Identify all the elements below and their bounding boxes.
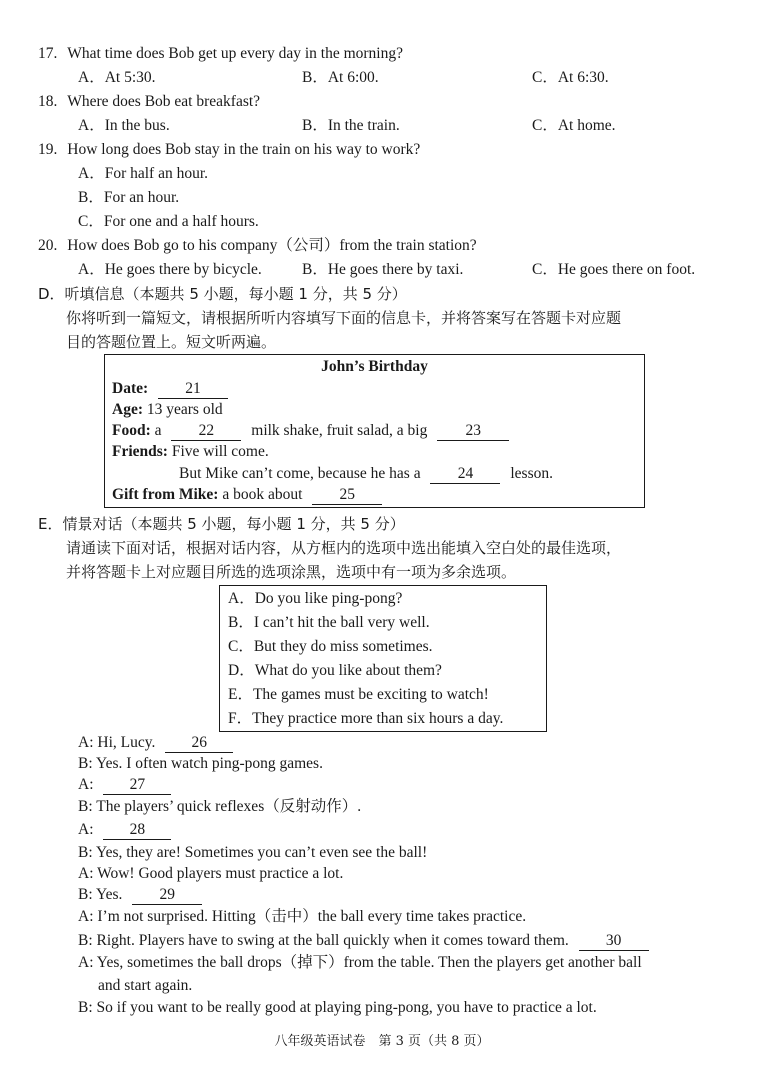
dialogue-line: and start again. bbox=[98, 977, 193, 994]
info-card-title: John’s Birthday bbox=[321, 358, 428, 375]
dialogue-line: B: Yes. I often watch ping-pong games. bbox=[78, 755, 323, 772]
gift-value: a book about bbox=[222, 486, 303, 503]
section-e-instruction: 请通读下面对话，根据对话内容，从方框内的选项中选出能填入空白处的最佳选项， bbox=[66, 539, 622, 557]
option-19c: C．For one and a half hours. bbox=[78, 213, 259, 230]
page-footer: 八年级英语试卷 第 3 页（共 8 页） bbox=[274, 1034, 490, 1049]
dialogue-text: A: Hi, Lucy. bbox=[78, 734, 156, 751]
gift-label: Gift from Mike: bbox=[112, 486, 219, 503]
question-number: 17. bbox=[38, 45, 58, 62]
section-e-instruction-cont: 并将答题卡上对应题目所选的选项涂黑，选项中有一项为多余选项。 bbox=[66, 563, 517, 581]
question-number: 19. bbox=[38, 141, 58, 158]
info-food-row bbox=[112, 421, 509, 441]
food-label: Food: bbox=[112, 422, 151, 439]
dialogue-line: A: Wow! Good players must practice a lot. bbox=[78, 865, 344, 882]
food-article: a bbox=[154, 422, 162, 439]
option-18c: C．At home. bbox=[532, 117, 616, 134]
question-20 bbox=[38, 236, 477, 256]
answer-blank-30[interactable]: 30 bbox=[579, 932, 649, 951]
dialogue-text: B: Right. Players have to swing at the ball quickly when it comes toward them. bbox=[78, 932, 569, 949]
option-f: F．They practice more than six hours a day. bbox=[228, 710, 504, 727]
dialogue-line: B: The players’ quick reflexes（反射动作）. bbox=[78, 798, 362, 815]
question-18 bbox=[38, 92, 260, 112]
info-age-row bbox=[112, 400, 223, 420]
answer-blank-22[interactable]: 22 bbox=[171, 422, 241, 441]
friends-label: Friends: bbox=[112, 443, 168, 460]
option-c: C．But they do miss sometimes. bbox=[228, 638, 433, 655]
age-value: 13 years old bbox=[146, 401, 223, 418]
option-18a: A．In the bus. bbox=[78, 117, 170, 134]
age-label: Age: bbox=[112, 401, 143, 418]
dialogue-line: B: So if you want to be really good at playing ping-pong, you have to practice a lot. bbox=[78, 999, 597, 1016]
info-card bbox=[104, 354, 645, 508]
dialogue-line bbox=[78, 820, 171, 840]
question-text: How does Bob go to his company（公司）from the train station? bbox=[67, 237, 477, 254]
answer-blank-25[interactable]: 25 bbox=[312, 486, 382, 505]
info-date-row bbox=[112, 379, 228, 399]
option-e: E．The games must be exciting to watch! bbox=[228, 686, 489, 703]
question-text: Where does Bob eat breakfast? bbox=[67, 93, 261, 110]
option-20b: B．He goes there by taxi. bbox=[302, 261, 464, 278]
option-b: B．I can’t hit the ball very well. bbox=[228, 614, 430, 631]
dialogue-line bbox=[78, 931, 649, 951]
answer-blank-27[interactable]: 27 bbox=[103, 776, 171, 795]
question-19 bbox=[38, 140, 420, 160]
answer-blank-21[interactable]: 21 bbox=[158, 380, 228, 399]
section-d-instruction-cont: 目的答题位置上。短文听两遍。 bbox=[66, 333, 277, 351]
option-17b: B．At 6:00. bbox=[302, 69, 379, 86]
mike-text: But Mike can’t come, because he has a bbox=[179, 465, 421, 482]
date-label: Date: bbox=[112, 380, 149, 397]
food-items: milk shake, fruit salad, a big bbox=[251, 422, 428, 439]
question-number: 20. bbox=[38, 237, 58, 254]
answer-blank-29[interactable]: 29 bbox=[132, 886, 202, 905]
option-20c: C．He goes there on foot. bbox=[532, 261, 696, 278]
options-box bbox=[219, 585, 547, 732]
option-19a: A．For half an hour. bbox=[78, 165, 209, 182]
dialogue-line: A: Yes, sometimes the ball drops（掉下）from the table. Then the players get another ball bbox=[78, 954, 642, 971]
option-19b: B．For an hour. bbox=[78, 189, 180, 206]
dialogue-text: A: bbox=[78, 821, 94, 838]
dialogue-text: A: bbox=[78, 776, 94, 793]
mike-text-end: lesson. bbox=[510, 465, 553, 482]
dialogue-line bbox=[78, 885, 202, 905]
answer-blank-24[interactable]: 24 bbox=[430, 465, 500, 484]
option-a: A．Do you like ping-pong? bbox=[228, 590, 403, 607]
answer-blank-26[interactable]: 26 bbox=[165, 734, 233, 753]
answer-blank-28[interactable]: 28 bbox=[103, 821, 171, 840]
info-gift-row bbox=[112, 485, 382, 505]
option-d: D．What do you like about them? bbox=[228, 662, 442, 679]
question-text: What time does Bob get up every day in the morning? bbox=[67, 45, 403, 62]
answer-blank-23[interactable]: 23 bbox=[437, 422, 509, 441]
option-17a: A．At 5:30. bbox=[78, 69, 156, 86]
option-20a: A．He goes there by bicycle. bbox=[78, 261, 262, 278]
section-e-heading: E．情景对话（本题共 5 小题，每小题 1 分，共 5 分） bbox=[38, 515, 405, 533]
friends-value: Five will come. bbox=[171, 443, 269, 460]
question-17 bbox=[38, 44, 403, 64]
info-friends-row bbox=[112, 442, 269, 462]
question-number: 18. bbox=[38, 93, 58, 110]
dialogue-line bbox=[78, 775, 171, 795]
option-17c: C．At 6:30. bbox=[532, 69, 609, 86]
dialogue-text: B: Yes. bbox=[78, 886, 123, 903]
section-d-heading: D．听填信息（本题共 5 小题，每小题 1 分，共 5 分） bbox=[38, 285, 407, 303]
info-mike-row bbox=[179, 464, 553, 484]
option-18b: B．In the train. bbox=[302, 117, 400, 134]
dialogue-line: A: I’m not surprised. Hitting（击中）the ball every time takes practice. bbox=[78, 908, 527, 925]
dialogue-line bbox=[78, 733, 233, 753]
section-d-instruction: 你将听到一篇短文，请根据所听内容填写下面的信息卡，并将答案写在答题卡对应题 bbox=[66, 309, 622, 327]
dialogue-line: B: Yes, they are! Sometimes you can’t even see the ball! bbox=[78, 844, 428, 861]
question-text: How long does Bob stay in the train on his way to work? bbox=[67, 141, 421, 158]
